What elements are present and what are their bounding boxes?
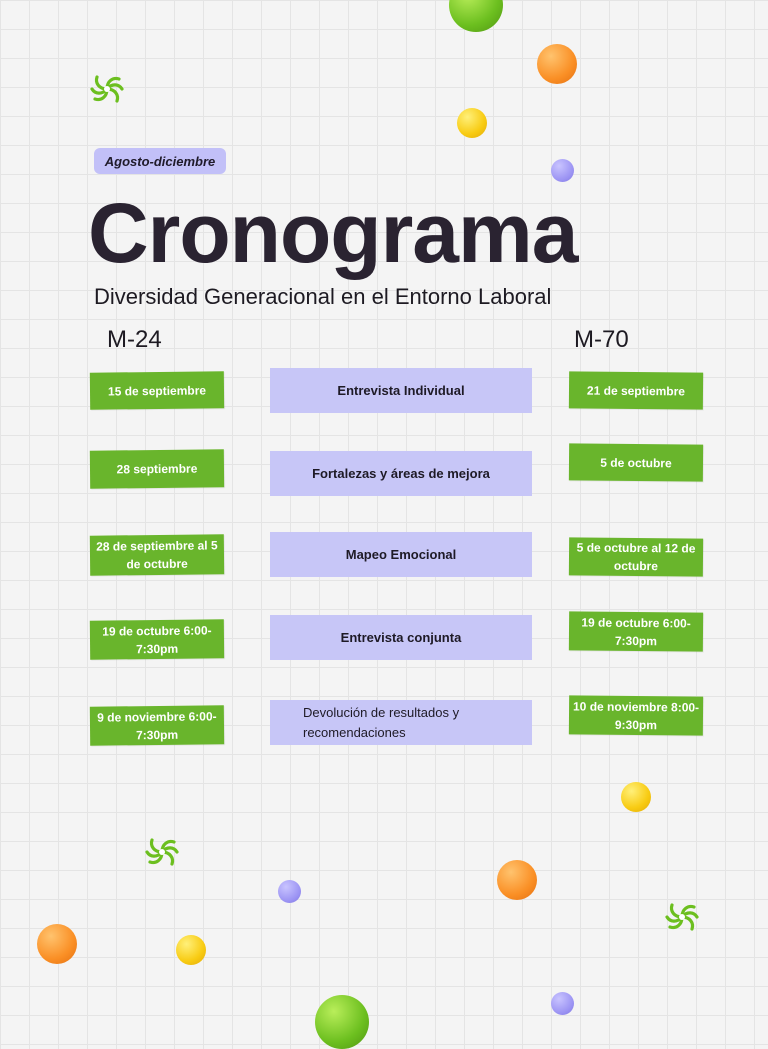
- left-column-heading: M-24: [107, 326, 162, 353]
- left-date-tag: 28 septiembre: [90, 449, 224, 488]
- page-subtitle: Diversidad Generacional en el Entorno Laboral: [94, 284, 552, 309]
- right-column-heading: M-70: [574, 326, 629, 353]
- decorative-purple-ball: [551, 992, 574, 1015]
- right-date-tag: 5 de octubre: [569, 443, 703, 481]
- decorative-yellow-ball: [457, 108, 487, 138]
- right-date-tag: 5 de octubre al 12 de octubre: [569, 537, 703, 576]
- activity-box: Entrevista conjunta: [270, 615, 532, 660]
- decorative-swirl-icon: [89, 71, 125, 107]
- decorative-orange-ball: [497, 860, 537, 900]
- activity-box: Fortalezas y áreas de mejora: [270, 451, 532, 496]
- decorative-orange-ball: [537, 44, 577, 84]
- right-date-tag: 19 de octubre 6:00-7:30pm: [569, 611, 703, 651]
- right-date-tag: 21 de septiembre: [569, 371, 703, 409]
- activity-box: Mapeo Emocional: [270, 532, 532, 577]
- decorative-yellow-ball: [621, 782, 651, 812]
- decorative-green-ball: [315, 995, 369, 1049]
- decorative-yellow-ball: [176, 935, 206, 965]
- activity-box: Entrevista Individual: [270, 368, 532, 413]
- decorative-swirl-icon: [144, 834, 180, 870]
- decorative-orange-ball: [37, 924, 77, 964]
- left-date-tag: 15 de septiembre: [90, 371, 224, 409]
- period-badge: Agosto-diciembre: [94, 148, 226, 174]
- page-title: Cronograma: [88, 186, 578, 280]
- decorative-swirl-icon: [664, 899, 700, 935]
- left-date-tag: 28 de septiembre al 5 de octubre: [90, 534, 224, 575]
- right-date-tag: 10 de noviembre 8:00-9:30pm: [569, 695, 703, 735]
- left-date-tag: 9 de noviembre 6:00-7:30pm: [90, 705, 224, 745]
- decorative-green-ball: [449, 0, 503, 32]
- decorative-purple-ball: [278, 880, 301, 903]
- left-date-tag: 19 de octubre 6:00-7:30pm: [90, 619, 224, 659]
- activity-box: Devolución de resultados y recomendaciones: [270, 700, 532, 745]
